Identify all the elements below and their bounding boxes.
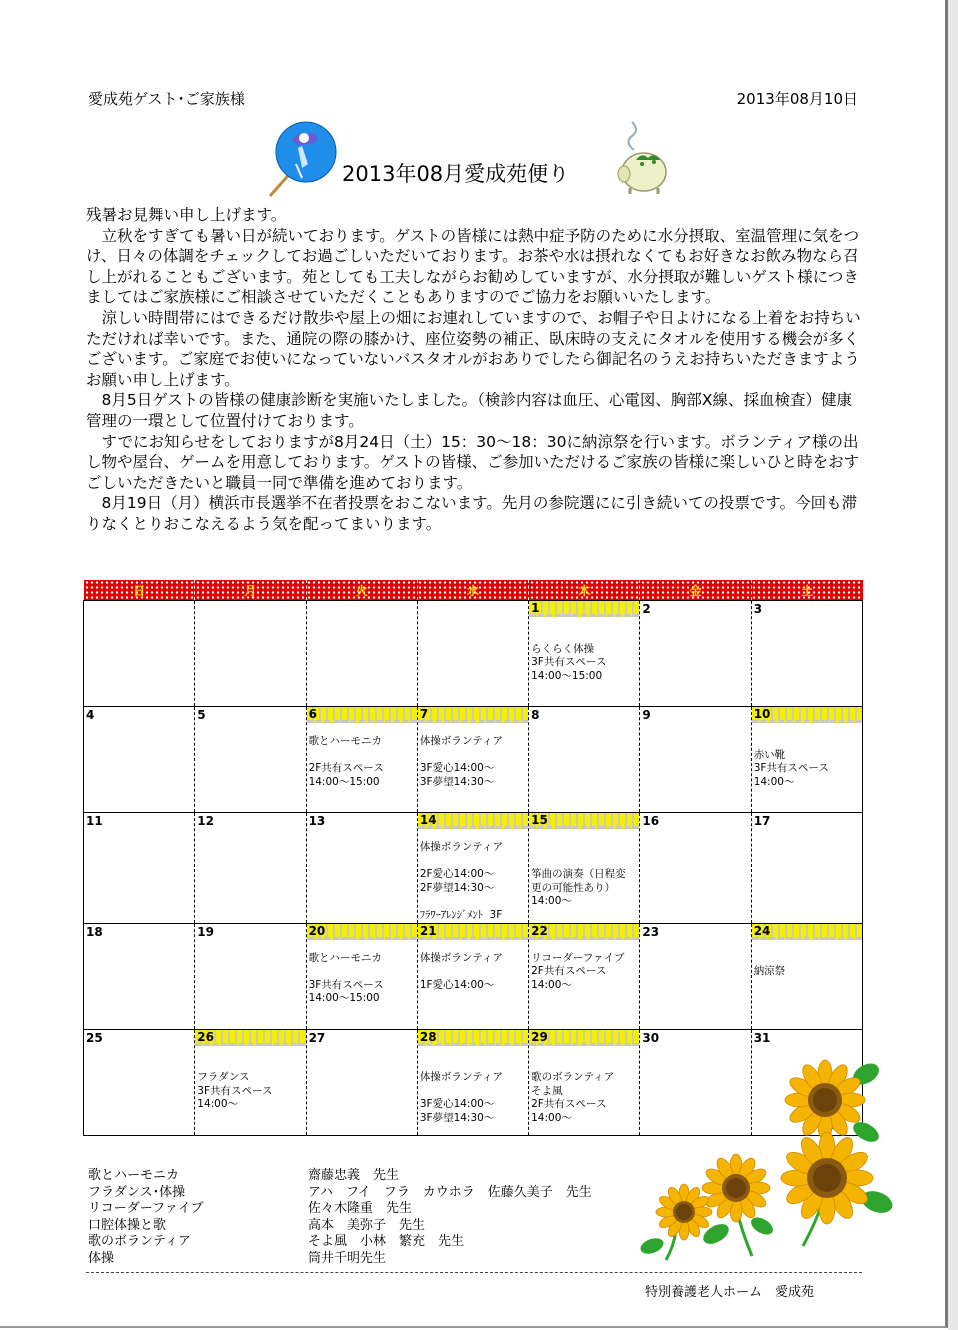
calendar-day-cell	[84, 601, 195, 707]
day-number: 21	[418, 924, 528, 940]
credit-activity: リコーダーファイブ	[88, 1201, 204, 1217]
event-details	[307, 940, 417, 1006]
calendar-day-cell	[529, 1029, 640, 1135]
event-line: 14:00～	[531, 1111, 572, 1124]
calendar-day-cell	[640, 707, 751, 813]
body-paragraph: 8月5日ゲストの皆様の健康診断を実施いたしました。（検診内容は血圧、心電図、胸部X線、採血検査）健康管理の一環として位置付けております。	[86, 391, 852, 430]
credit-teacher: 佐々木隆重 先生	[308, 1201, 413, 1217]
calendar-day-cell	[306, 707, 417, 813]
day-number: 30	[642, 1030, 660, 1045]
day-number: 22	[529, 924, 639, 940]
event-line: 2F夢望14:30～	[419, 881, 495, 894]
event-line: 3F共有スペース	[753, 762, 829, 775]
event-details	[752, 940, 862, 979]
credit-activity: 口腔体操と歌	[88, 1217, 167, 1233]
event-line: 体操ボランティア	[419, 1071, 504, 1084]
calendar-day-cell	[84, 813, 195, 924]
body-text	[86, 205, 862, 535]
event-line: 2F共有スペース	[531, 1098, 607, 1111]
credit-row	[88, 1218, 592, 1235]
day-number: 28	[418, 1030, 528, 1046]
day-number: 8	[531, 708, 540, 722]
calendar-day-cell	[195, 601, 306, 707]
event-line: 3F共有スペース	[531, 656, 607, 669]
calendar-day-cell	[529, 923, 640, 1029]
day-number: 16	[642, 814, 660, 828]
event-line: 3F夢望14:30～	[419, 1111, 495, 1124]
credit-row	[88, 1168, 592, 1185]
calendar-day-cell	[306, 923, 417, 1029]
event-line	[420, 1085, 528, 1099]
day-number	[195, 601, 305, 617]
credit-teacher: アハ フイ フラ カウホラ 佐藤久美子 先生	[308, 1184, 592, 1200]
calendar-day-cell	[84, 923, 195, 1029]
event-line	[754, 952, 862, 966]
day-number: 13	[308, 814, 326, 828]
event-details	[418, 940, 528, 993]
weekday-header: 土	[751, 580, 862, 601]
event-line: 体操ボランティア	[419, 951, 504, 964]
weekday-header: 日	[84, 580, 195, 601]
day-number: 29	[529, 1030, 639, 1046]
footer-divider	[86, 1272, 862, 1273]
event-line: 2F共有スペース	[308, 762, 384, 775]
event-details	[529, 617, 639, 683]
day-number: 26	[195, 1030, 305, 1046]
mosquito-pig-icon	[612, 118, 672, 196]
event-line	[420, 855, 528, 869]
calendar-day-cell	[417, 813, 528, 924]
calendar-day-cell	[529, 707, 640, 813]
day-number: 9	[642, 708, 651, 722]
event-line: 14:00～	[531, 895, 572, 908]
event-line	[420, 1058, 528, 1072]
day-number	[307, 601, 417, 617]
page-shadow	[948, 0, 958, 1330]
calendar-day-cell	[417, 601, 528, 707]
sunflower-icon	[636, 1180, 720, 1264]
event-line	[309, 965, 417, 979]
credit-activity: フラダンス･体操	[88, 1184, 186, 1200]
day-number: 17	[753, 814, 771, 828]
credit-activity: 体操	[88, 1250, 115, 1266]
body-paragraph: 残暑お見舞い申し上げます。	[86, 206, 287, 224]
day-number: 25	[86, 1030, 103, 1045]
day-number: 20	[307, 924, 417, 940]
event-line: 14:00～15:00	[531, 669, 603, 682]
newsletter-title: 2013年08月愛成苑便り	[342, 162, 570, 186]
event-line: 3F愛心14:00～	[419, 762, 495, 775]
calendar-body	[84, 601, 863, 1136]
event-line	[420, 749, 528, 763]
event-line: らくらく体操	[531, 642, 595, 655]
event-details	[195, 1046, 305, 1112]
calendar-day-cell	[417, 707, 528, 813]
event-line: ﾌﾗﾜｰｱﾚﾝｼﾞﾒﾝﾄ 3F	[419, 908, 503, 921]
event-line	[309, 749, 417, 763]
event-line: 14:00～	[197, 1098, 239, 1111]
event-line	[531, 1058, 639, 1072]
event-details	[307, 723, 417, 789]
event-line: 3F夢望14:30～	[419, 775, 495, 788]
event-line: 2F愛心14:00～	[419, 868, 495, 881]
calendar-day-cell	[751, 601, 862, 707]
calendar-day-cell	[640, 813, 751, 924]
calendar-day-cell	[529, 601, 640, 707]
day-number: 15	[529, 813, 639, 829]
event-line: 更の可能性あり）	[531, 881, 616, 894]
event-line: 体操ボランティア	[419, 841, 504, 853]
event-line	[531, 841, 639, 855]
recipient-line: 愛成苑ゲスト･ご家族様	[88, 90, 245, 108]
event-line	[531, 629, 639, 643]
day-number: 11	[86, 814, 103, 828]
organization-name: 特別養護老人ホーム 愛成苑	[645, 1285, 815, 1300]
credit-row	[88, 1251, 592, 1268]
credit-row	[88, 1185, 592, 1202]
event-line: 14:00～	[753, 775, 795, 788]
uchiwa-fan-icon	[262, 120, 340, 198]
calendar-day-cell	[195, 923, 306, 1029]
weekday-header-row	[84, 580, 863, 601]
event-line: リコーダーファイブ	[531, 951, 625, 964]
credit-teacher: 齋藤忠義 先生	[308, 1168, 400, 1183]
calendar-day-cell	[84, 1029, 195, 1135]
calendar-day-cell	[751, 923, 862, 1029]
event-details	[529, 940, 639, 993]
day-number: 3	[753, 602, 763, 616]
day-number: 31	[753, 1030, 771, 1045]
event-details	[752, 723, 862, 789]
weekday-header: 月	[195, 580, 306, 601]
day-number	[418, 601, 528, 617]
event-line: 3F愛心14:00～	[419, 1098, 495, 1111]
day-number: 19	[197, 924, 214, 939]
event-line: 歌とハーモニカ	[308, 735, 383, 747]
calendar-day-cell	[529, 813, 640, 924]
calendar-week-row	[84, 601, 863, 707]
event-details	[529, 829, 639, 909]
weekday-header: 火	[306, 580, 417, 601]
credit-activity: 歌とハーモニカ	[88, 1168, 180, 1183]
credit-row	[88, 1201, 592, 1218]
body-paragraph: 8月19日（月）横浜市長選挙不在者投票をおこないます。先月の参院選にに引き続いての投票です。今回も滞りなくとりおこなえるよう気を配ってまいります。	[86, 494, 858, 533]
event-details	[418, 1046, 528, 1126]
event-line	[754, 735, 862, 749]
day-number: 2	[642, 602, 651, 616]
calendar-day-cell	[84, 707, 195, 813]
calendar-week-row	[84, 707, 863, 813]
calendar-day-cell	[751, 707, 862, 813]
day-number: 27	[308, 1030, 326, 1045]
credit-activity: 歌のボランティア	[88, 1234, 191, 1250]
day-number: 10	[752, 707, 862, 723]
event-line: 1F愛心14:00～	[419, 978, 495, 991]
day-number: 4	[86, 708, 95, 722]
event-line	[531, 855, 639, 869]
calendar-day-cell	[195, 1029, 306, 1135]
calendar-week-row	[84, 923, 863, 1029]
event-line: 14:00～	[531, 978, 572, 991]
event-line: 14:00～15:00	[308, 992, 380, 1005]
sunflower-icon	[765, 1130, 895, 1250]
issue-date: 2013年08月10日	[736, 90, 858, 108]
calendar-day-cell	[195, 707, 306, 813]
teacher-credits	[88, 1168, 592, 1268]
calendar-day-cell	[417, 923, 528, 1029]
event-line	[420, 965, 528, 979]
event-details	[529, 1046, 639, 1126]
calendar-day-cell	[640, 923, 751, 1029]
calendar-day-cell	[306, 813, 417, 924]
day-number	[84, 601, 194, 617]
event-line: 歌のボランティア	[531, 1071, 615, 1084]
event-line: 歌とハーモニカ	[308, 951, 383, 964]
event-line	[420, 895, 528, 909]
calendar-day-cell	[195, 813, 306, 924]
calendar-day-cell	[751, 813, 862, 924]
weekday-header: 木	[529, 580, 640, 601]
event-calendar	[83, 580, 863, 1136]
body-paragraph: 立秋をすぎても暑い日が続いております。ゲストの皆様には熱中症予防のために水分摂取、室温管理に気をつけ、日々の体調をチェックしてお過ごしいただいております。お茶や水は摂れなくてもお好きなお飲み物なら召し上がれることもございます。苑としても工夫しながらお勧めしていますが、水分摂取が難しいゲスト様につきましてはご家族様にご相談させていただくこともありますのでご協力をお願いいたします。	[86, 226, 860, 307]
event-line: フラダンス	[197, 1071, 250, 1084]
event-line	[197, 1058, 305, 1072]
event-line: 14:00～15:00	[308, 775, 380, 788]
event-details	[418, 829, 528, 923]
event-line: そよ風	[531, 1084, 563, 1097]
credit-teacher: そよ風 小林 繁充 先生	[308, 1234, 465, 1250]
day-number: 12	[197, 814, 214, 828]
credit-row	[88, 1234, 592, 1251]
calendar-day-cell	[417, 1029, 528, 1135]
body-paragraph: すでにお知らせをしておりますが8月24日（土）15：30～18：30に納涼祭を行います。ボランティア様の出し物や屋台、ゲームを用意しております。ゲストの皆様、ご参加いただけるご家族の皆様に楽しいひと時をおすごしいただきたいと職員一同で準備を進めております。	[86, 432, 860, 492]
event-line: 2F共有スペース	[531, 965, 607, 978]
day-number: 24	[752, 924, 862, 940]
credit-teacher: 高本 美弥子 先生	[308, 1217, 426, 1233]
calendar-day-cell	[306, 1029, 417, 1135]
credit-teacher: 筒井千明先生	[308, 1250, 387, 1266]
calendar-week-row	[84, 1029, 863, 1135]
event-line: 筝曲の演奏（日程変	[531, 868, 626, 881]
event-line: 赤い靴	[753, 748, 786, 761]
day-number: 6	[307, 707, 417, 723]
calendar-day-cell	[306, 601, 417, 707]
day-number: 1	[529, 601, 639, 617]
calendar-week-row	[84, 813, 863, 924]
day-number: 14	[418, 813, 528, 829]
event-line: 体操ボランティア	[419, 735, 504, 747]
event-details	[418, 723, 528, 789]
body-paragraph: 涼しい時間帯にはできるだけ散歩や屋上の畑にお連れしていますので、お帽子や日よけになる上着をお持ちいただければ幸いです。また、通院の際の膝かけ、座位姿勢の補正、臥床時の支えにタオルを使用する機会が多くございます。ご家庭でお使いになっていないバスタオルがおありでしたら御記名のうえお持ちいただきますようお願い申し上げます。	[86, 308, 861, 389]
weekday-header: 水	[417, 580, 528, 601]
day-number: 23	[642, 924, 660, 939]
event-line: 3F共有スペース	[308, 978, 384, 991]
calendar-day-cell	[640, 601, 751, 707]
weekday-header: 金	[640, 580, 751, 601]
day-number: 7	[418, 707, 528, 723]
event-line: 納涼祭	[753, 965, 786, 978]
day-number: 5	[197, 708, 206, 722]
event-line: 3F共有スペース	[197, 1084, 273, 1097]
day-number: 18	[86, 924, 103, 939]
calendar-day-cell	[640, 1029, 751, 1135]
